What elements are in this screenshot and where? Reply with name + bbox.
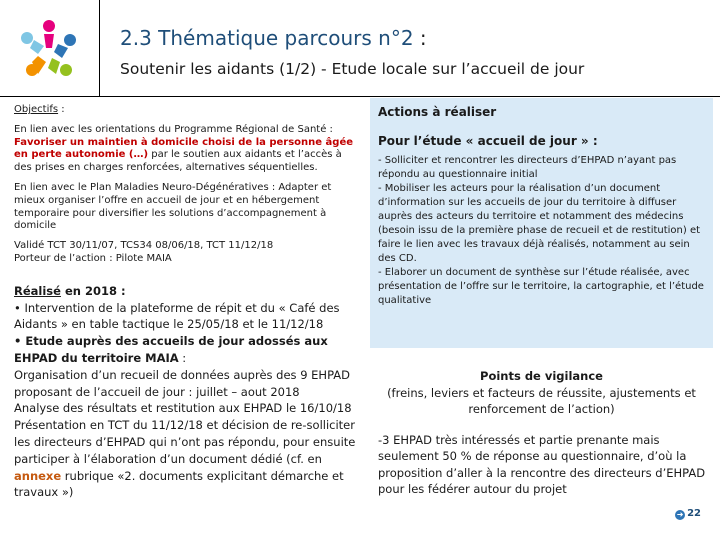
realise-item-2: • Etude auprès des accueils de jour adossés aux EHPAD du territoire MAIA :: [14, 334, 328, 365]
left-column: [14, 104, 362, 501]
action-item: - Mobiliser les acteurs pour la réalisation d’un document d’information sur les accueils de jour du territoire à diffuser auprès des acteurs du territoire et notamment des médecins (besoin issu de la première phase de recueil et de restitution) et faire le lien avec les travaux déjà réalisés, notamment au sein des CD.: [378, 183, 701, 264]
realise-item-1: • Intervention de la plateforme de répit et du « Café des Aidants » en table tactique le 25/05/18 et le 11/12/18: [14, 300, 340, 332]
vigilance-text: -3 EHPAD très intéressés et partie prenante mais seulement 50 % de réponse au questionnaire, d’où la proposition d’aller à la rencontre des directeurs d’EHPAD pour les fédérer autour du projet: [378, 432, 706, 496]
header-horizontal-divider: [0, 96, 720, 97]
realise-section: [14, 283, 362, 501]
validation-info: Validé TCT 30/11/07, TCS34 08/06/18, TCT 11/12/18 Porteur de l’action : Pilote MAIA: [14, 240, 274, 264]
actions-list: [378, 154, 708, 308]
realise-heading: Réalisé en 2018 :: [14, 283, 126, 298]
page-subtitle: Soutenir les aidants (1/2) - Etude locale sur l’accueil de jour: [120, 60, 585, 78]
vigilance-panel: [370, 362, 713, 534]
objectifs-paragraph-1: En lien avec les orientations du Programme Régional de Santé : Favoriser un maintien à domicile choisi de la personne âgée en perte autonomie (…) par le soutien aux aidants et l’accès à des prises en charges renforcées, alternatives séquentielles.: [14, 123, 354, 174]
realise-item-4: Analyse des résultats et restitution aux EHPAD le 16/10/18: [14, 401, 352, 416]
realise-item-3: Organisation d’un recueil de données auprès des 9 EHPAD proposant de l’accueil de jour : juillet – aout 2018: [14, 367, 351, 399]
actions-subheading: Pour l’étude « accueil de jour » :: [378, 134, 598, 148]
vigilance-subheading: (freins, leviers et facteurs de réussite, ajustements et renforcement de l’action): [387, 385, 696, 416]
actions-heading: Actions à réaliser: [378, 105, 497, 119]
vigilance-heading: Points de vigilance: [480, 369, 603, 383]
header-vertical-divider: [99, 0, 100, 97]
objectifs-heading: Objectifs :: [14, 104, 65, 115]
arrow-right-circle-icon: ➜: [676, 509, 684, 519]
logo-icon: [18, 18, 80, 80]
objectifs-paragraph-2: En lien avec le Plan Maladies Neuro-Dégénératives : Adapter et mieux organiser l’offre en accueil de jour et en hébergement temporaire pour diversifier les solutions d’accompagnement à domicile: [14, 181, 332, 232]
action-item: - Elaborer un document de synthèse sur l’étude réalisée, avec présentation de l’offre sur le territoire, la cartographie, et l’étude qualitative: [378, 267, 704, 306]
action-item: - Solliciter et rencontrer les directeurs d’EHPAD n’ayant pas répondu au questionnaire initial: [378, 155, 677, 180]
actions-panel: [370, 98, 713, 348]
realise-item-5: Présentation en TCT du 11/12/18 et décision de re-solliciter les directeurs d’EHPAD qui n’ont pas répondu, pour ensuite participer à l’élaboration d’un document dédié (cf. en annexe rubrique «2. documents explicitant démarche et travaux »): [14, 418, 356, 500]
page-number[interactable]: ➜ 22: [676, 507, 701, 519]
page-title: 2.3 Thématique parcours n°2 :: [120, 26, 427, 50]
